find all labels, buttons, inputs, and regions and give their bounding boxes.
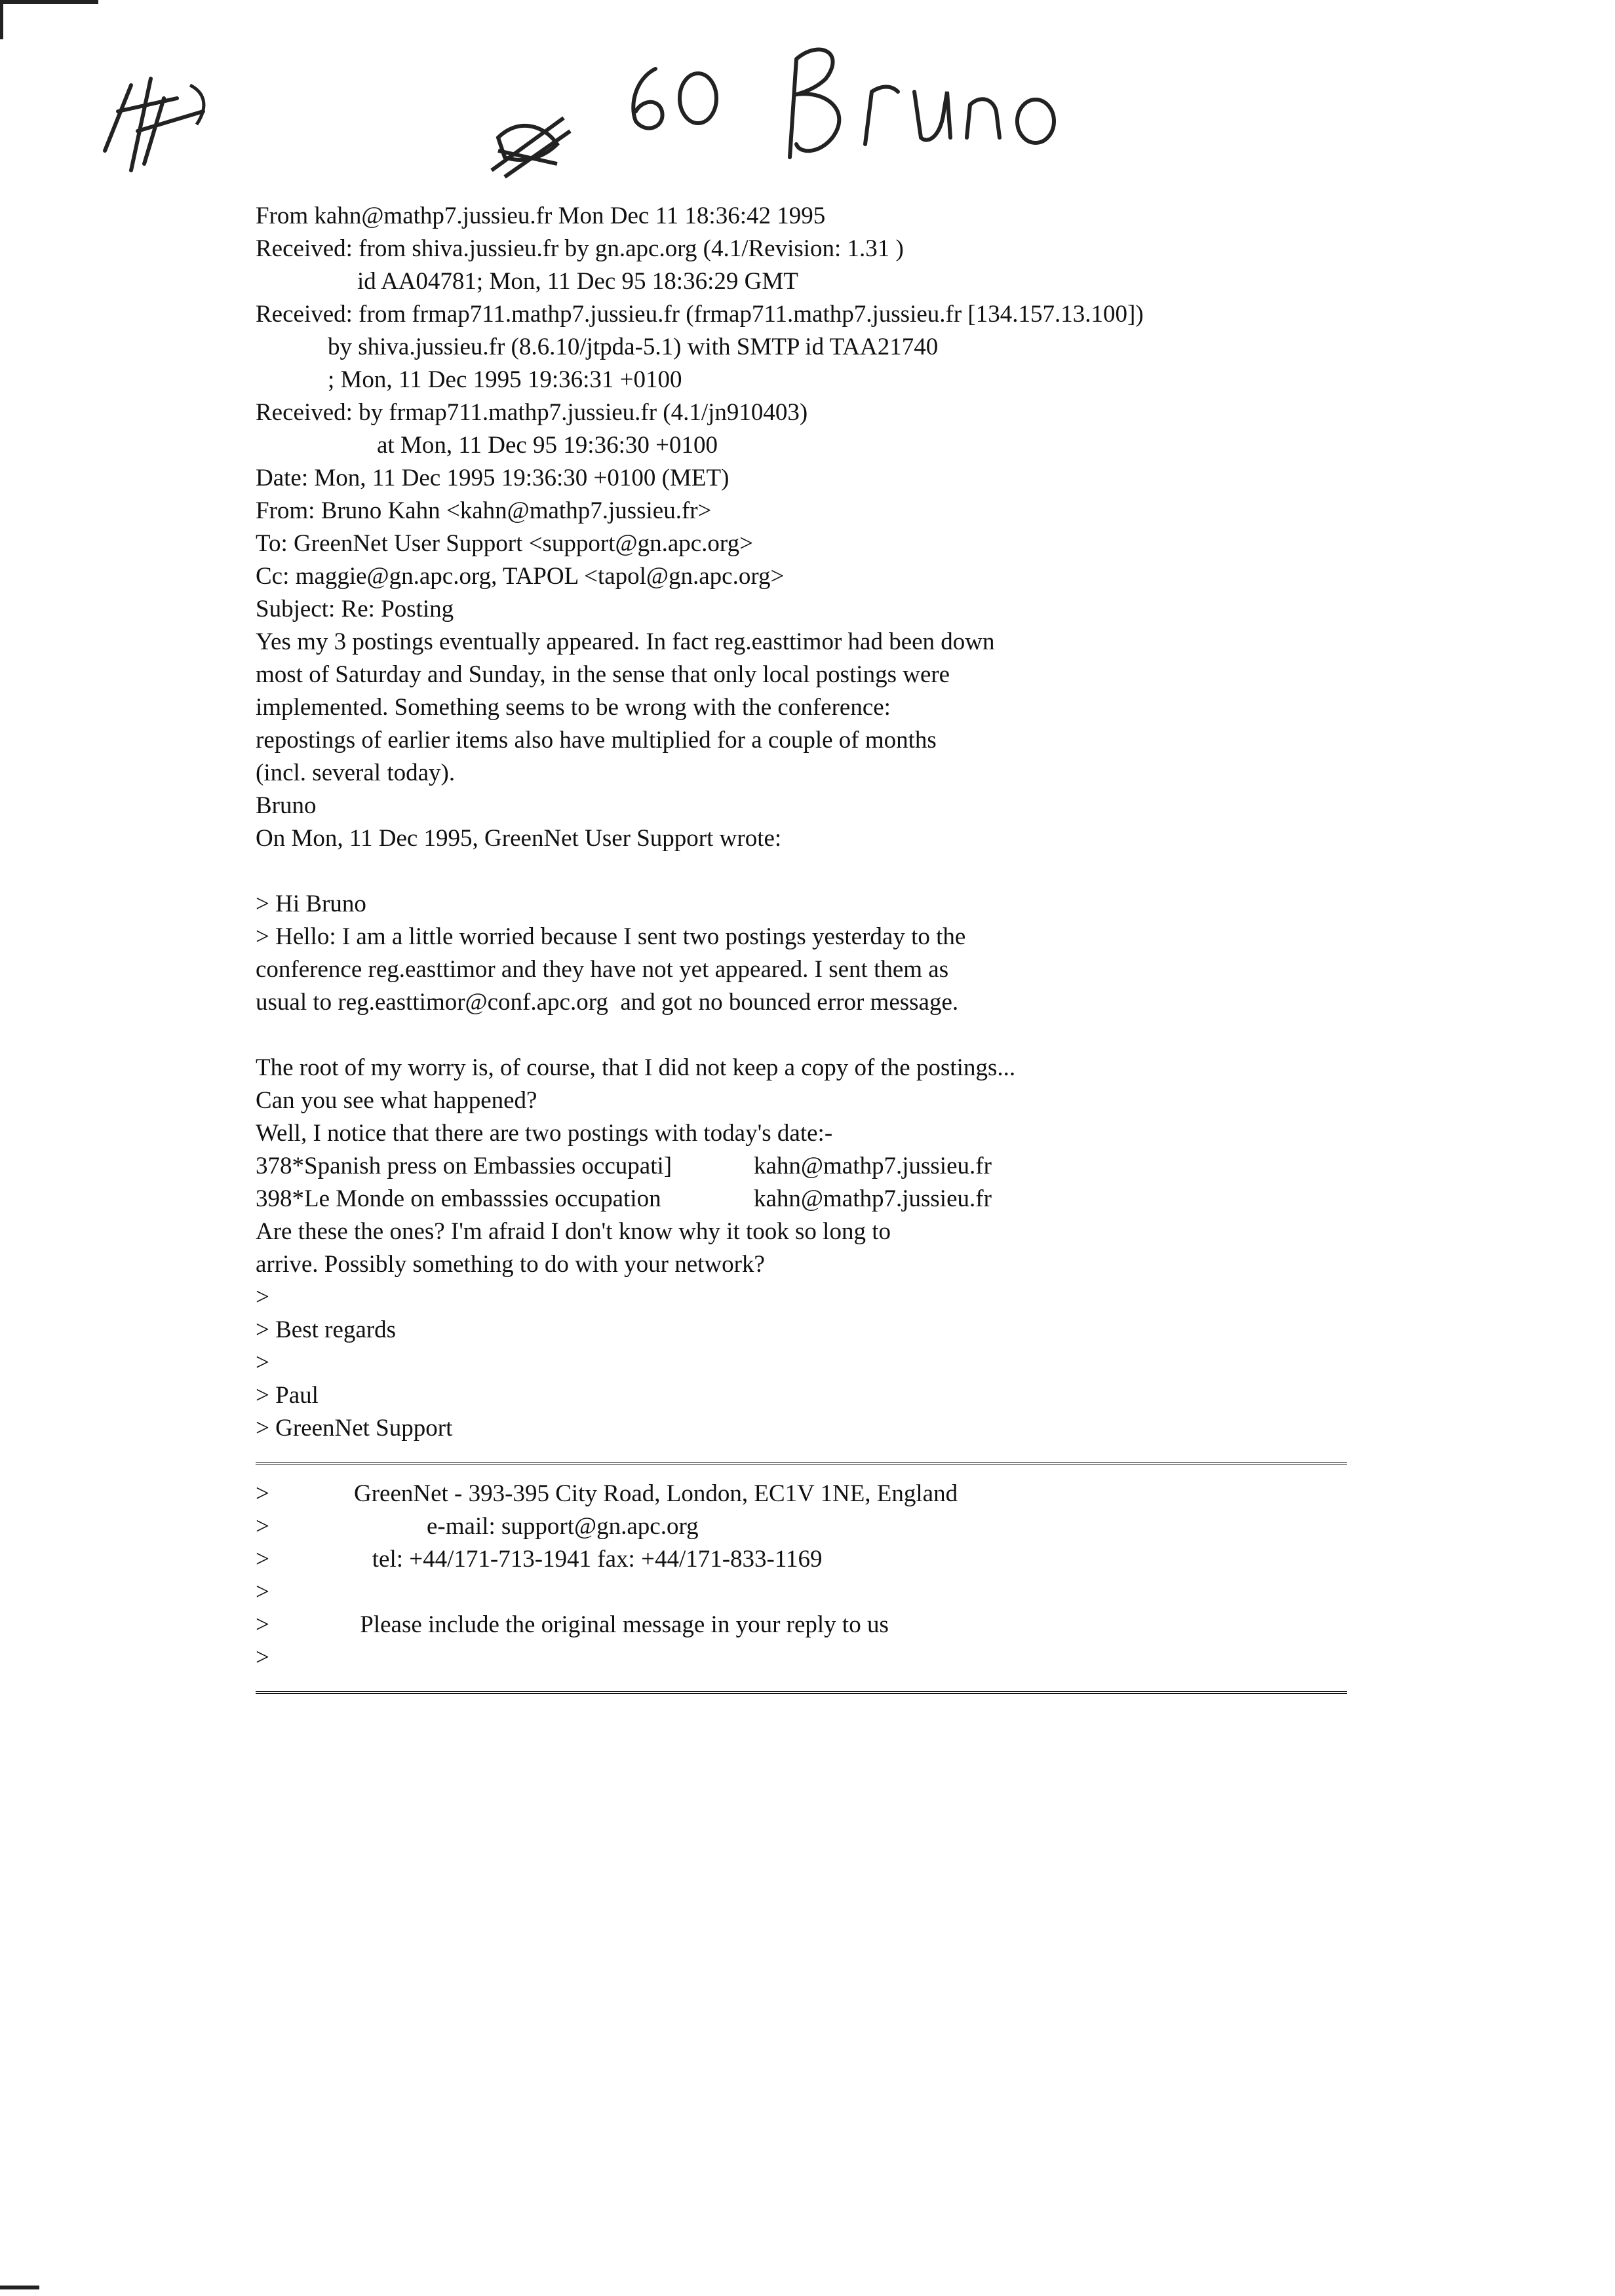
quoted-line: > Hello: I am a little worried because I sent two postings yesterday to the bbox=[256, 923, 966, 950]
envelope-from-line: From kahn@mathp7.jussieu.fr Mon Dec 11 18:36:42 1995 bbox=[256, 202, 826, 229]
quote-marker: > bbox=[256, 1513, 269, 1540]
quoted-line: > Hi Bruno bbox=[256, 890, 366, 917]
scan-edge-bottom bbox=[0, 2286, 39, 2289]
handwritten-name-bruno bbox=[767, 39, 1068, 170]
received-header-1: Received: from shiva.jussieu.fr by gn.apc.org (4.1/Revision: 1.31 ) bbox=[256, 235, 904, 262]
posting-item: 378*Spanish press on Embassies occupati] bbox=[256, 1153, 672, 1179]
body-line: repostings of earlier items also have multiplied for a couple of months bbox=[256, 727, 937, 754]
signature-line bbox=[256, 1543, 1422, 1576]
date-header: Date: Mon, 11 Dec 1995 19:36:30 +0100 (MET) bbox=[256, 465, 730, 491]
quote-marker: > bbox=[256, 1644, 269, 1671]
quote-marker: > bbox=[256, 1578, 269, 1605]
sender-signoff: Bruno bbox=[256, 792, 317, 819]
quote-attribution: On Mon, 11 Dec 1995, GreenNet User Support wrote: bbox=[256, 825, 782, 852]
signature-rule-top bbox=[256, 1445, 1422, 1478]
scan-edge-top bbox=[0, 0, 98, 4]
to-header: To: GreenNet User Support <support@gn.apc.org> bbox=[256, 530, 753, 557]
received-header-3-cont: at Mon, 11 Dec 95 19:36:30 +0100 bbox=[377, 432, 718, 459]
signature-line bbox=[256, 1576, 1422, 1609]
scan-edge-left bbox=[0, 0, 3, 39]
quoted-line: > Best regards bbox=[256, 1316, 397, 1343]
quote-marker: > bbox=[256, 1546, 269, 1573]
signature-rule-bottom bbox=[256, 1674, 1422, 1707]
quote-marker: > bbox=[256, 1480, 269, 1507]
signature-text: GreenNet - 393-395 City Road, London, EC1V 1NE, England bbox=[354, 1480, 958, 1507]
quoted-line: Well, I notice that there are two postings with today's date:- bbox=[256, 1120, 833, 1147]
from-header: From: Bruno Kahn <kahn@mathp7.jussieu.fr> bbox=[256, 497, 712, 524]
quoted-line: > GreenNet Support bbox=[256, 1415, 453, 1442]
signature-line bbox=[256, 1609, 1422, 1641]
signature-line bbox=[256, 1641, 1422, 1674]
signature-text: Please include the original message in your reply to us bbox=[354, 1611, 889, 1638]
email-printout bbox=[256, 200, 1422, 1707]
quoted-line: > bbox=[256, 1349, 269, 1376]
received-header-3: Received: by frmap711.mathp7.jussieu.fr (4.1/jn910403) bbox=[256, 399, 808, 426]
blank-line bbox=[256, 1019, 1422, 1052]
signature-line bbox=[256, 1478, 1422, 1510]
posting-author: kahn@mathp7.jussieu.fr bbox=[754, 1153, 992, 1179]
posting-author: kahn@mathp7.jussieu.fr bbox=[754, 1185, 992, 1212]
quoted-line: The root of my worry is, of course, that I did not keep a copy of the postings... bbox=[256, 1054, 1016, 1081]
received-header-1-cont: id AA04781; Mon, 11 Dec 95 18:36:29 GMT bbox=[357, 268, 798, 295]
received-header-2-cont2: ; Mon, 11 Dec 1995 19:36:31 +0100 bbox=[328, 366, 682, 393]
signature-text: tel: +44/171-713-1941 fax: +44/171-833-1169 bbox=[354, 1546, 823, 1573]
received-header-2: Received: from frmap711.mathp7.jussieu.fr (frmap711.mathp7.jussieu.fr [134.157.13.100]) bbox=[256, 301, 1144, 328]
quoted-line: Can you see what happened? bbox=[256, 1087, 537, 1114]
quoted-line: > bbox=[256, 1284, 269, 1311]
handwritten-number-60 bbox=[616, 59, 728, 138]
signature-text: e-mail: support@gn.apc.org bbox=[354, 1513, 699, 1540]
quoted-line: > Paul bbox=[256, 1382, 319, 1409]
body-line: most of Saturday and Sunday, in the sense that only local postings were bbox=[256, 661, 950, 688]
quote-marker: > bbox=[256, 1611, 269, 1638]
quoted-line: Are these the ones? I'm afraid I don't know why it took so long to bbox=[256, 1218, 891, 1245]
subject-header: Subject: Re: Posting bbox=[256, 596, 454, 622]
body-line: Yes my 3 postings eventually appeared. In fact reg.easttimor had been down bbox=[256, 628, 995, 655]
blank-line bbox=[256, 855, 1422, 888]
posting-row bbox=[256, 1150, 1422, 1183]
posting-item: 398*Le Monde on embasssies occupation bbox=[256, 1185, 661, 1212]
received-header-2-cont: by shiva.jussieu.fr (8.6.10/jtpda-5.1) with SMTP id TAA21740 bbox=[328, 334, 939, 360]
cc-header: Cc: maggie@gn.apc.org, TAPOL <tapol@gn.apc.org> bbox=[256, 563, 785, 590]
posting-row bbox=[256, 1183, 1422, 1215]
quoted-line: usual to reg.easttimor@conf.apc.org and got no bounced error message. bbox=[256, 989, 959, 1016]
quoted-line: arrive. Possibly something to do with your network? bbox=[256, 1251, 765, 1278]
handwritten-corner-mark bbox=[92, 72, 223, 183]
signature-line bbox=[256, 1510, 1422, 1543]
body-line: (incl. several today). bbox=[256, 759, 456, 786]
handwritten-strike-mark bbox=[485, 105, 577, 190]
body-line: implemented. Something seems to be wrong with the conference: bbox=[256, 694, 891, 721]
quoted-line: conference reg.easttimor and they have not yet appeared. I sent them as bbox=[256, 956, 949, 983]
